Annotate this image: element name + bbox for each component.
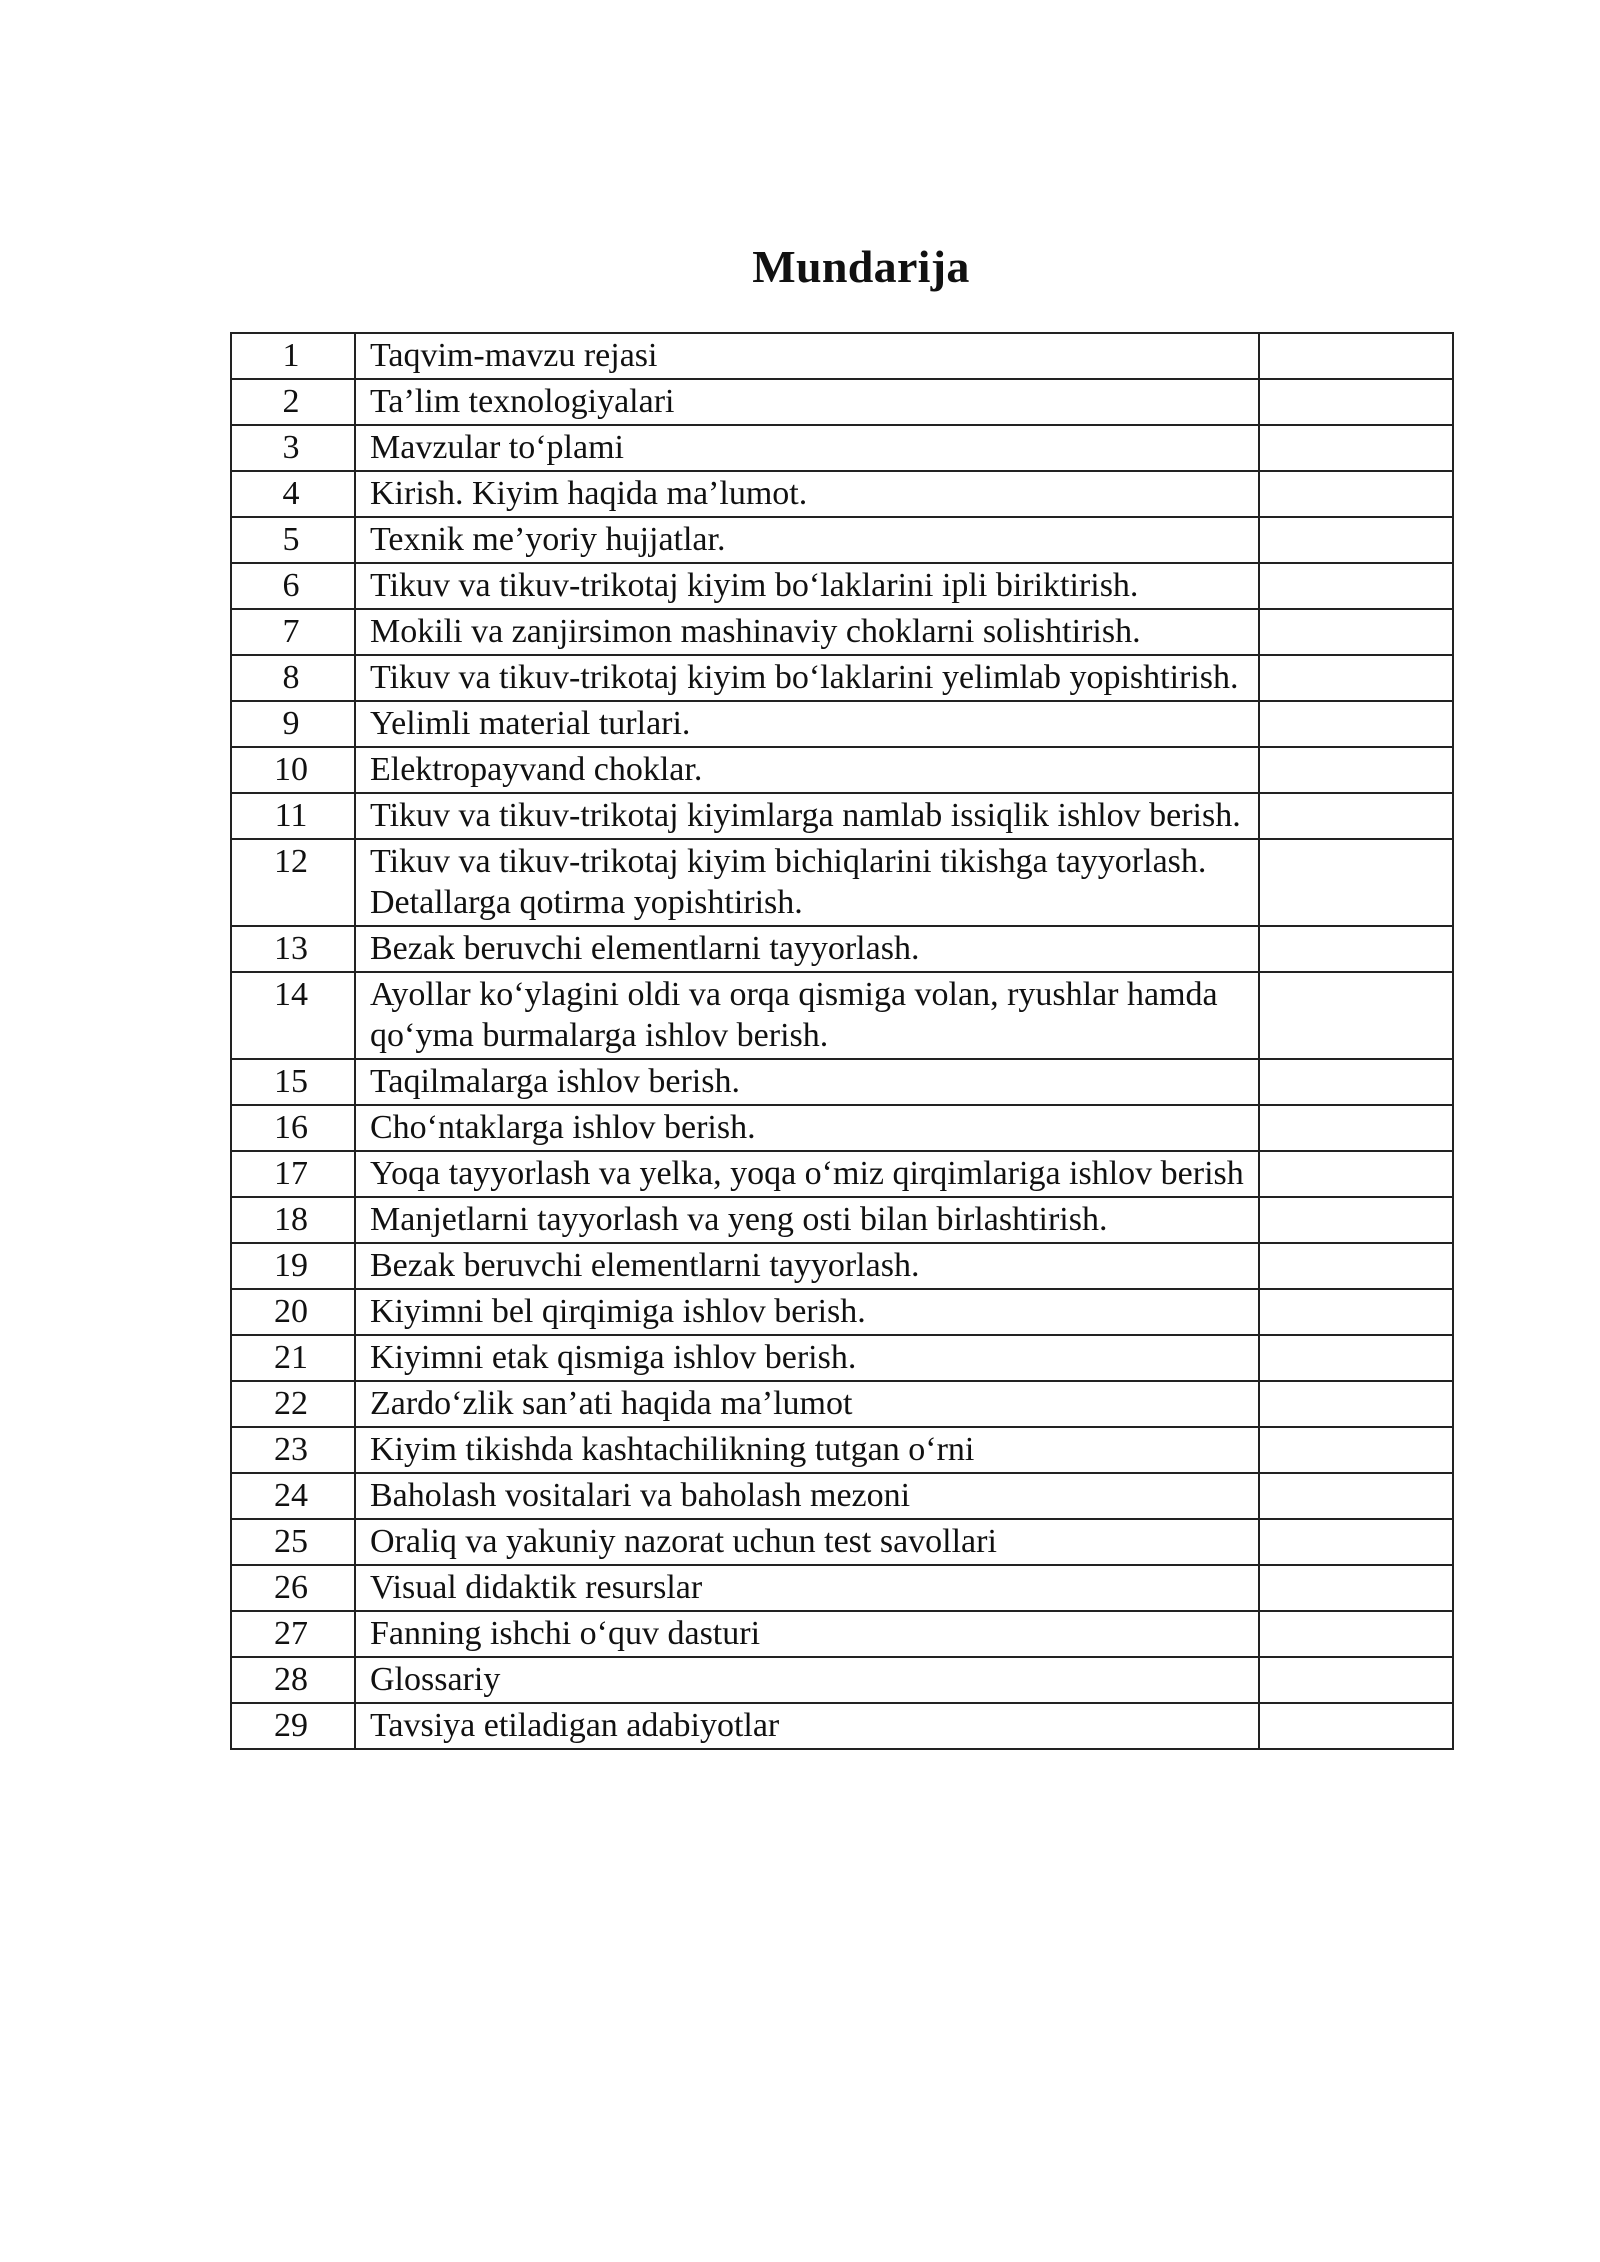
toc-row-number: 14 (231, 972, 355, 1059)
toc-row (231, 747, 1453, 793)
toc-row-number: 18 (231, 1197, 355, 1243)
toc-row-page (1259, 655, 1453, 701)
toc-row-title: Oraliq va yakuniy nazorat uchun test savollari (355, 1519, 1259, 1565)
toc-row-title: Bezak beruvchi elementlarni tayyorlash. (355, 1243, 1259, 1289)
toc-row-title: Yoqa tayyorlash va yelka, yoqa o‘miz qirqimlariga ishlov berish (355, 1151, 1259, 1197)
toc-row-title: Kiyimni etak qismiga ishlov berish. (355, 1335, 1259, 1381)
toc-row-title: Tikuv va tikuv-trikotaj kiyimlarga namlab issiqlik ishlov berish. (355, 793, 1259, 839)
toc-row (231, 701, 1453, 747)
toc-row (231, 1335, 1453, 1381)
toc-row-page (1259, 425, 1453, 471)
toc-row-title: Tavsiya etiladigan adabiyotlar (355, 1703, 1259, 1749)
toc-row-page (1259, 1197, 1453, 1243)
toc-row-number: 24 (231, 1473, 355, 1519)
toc-row-title: Visual didaktik resurslar (355, 1565, 1259, 1611)
toc-row-page (1259, 1427, 1453, 1473)
toc-row-title: Tikuv va tikuv-trikotaj kiyim bichiqlarini tikishga tayyorlash. Detallarga qotirma yopishtirish. (355, 839, 1259, 926)
toc-row-page (1259, 1151, 1453, 1197)
toc-row-page (1259, 1703, 1453, 1749)
toc-row (231, 1151, 1453, 1197)
toc-row-page (1259, 1381, 1453, 1427)
toc-row-number: 21 (231, 1335, 355, 1381)
toc-row-number: 5 (231, 517, 355, 563)
toc-row-number: 11 (231, 793, 355, 839)
toc-row (231, 379, 1453, 425)
toc-row-title: Baholash vositalari va baholash mezoni (355, 1473, 1259, 1519)
toc-row-number: 22 (231, 1381, 355, 1427)
toc-row (231, 1427, 1453, 1473)
toc-row-number: 7 (231, 609, 355, 655)
toc-row-title: Ayollar ko‘ylagini oldi va orqa qismiga volan, ryushlar hamda qo‘yma burmalarga ishlov berish. (355, 972, 1259, 1059)
toc-row (231, 1611, 1453, 1657)
toc-row-page (1259, 517, 1453, 563)
toc-row-page (1259, 1473, 1453, 1519)
toc-row-title: Ta’lim texnologiyalari (355, 379, 1259, 425)
toc-row-page (1259, 379, 1453, 425)
toc-row-title: Taqilmalarga ishlov berish. (355, 1059, 1259, 1105)
toc-row-page (1259, 1611, 1453, 1657)
toc-row (231, 655, 1453, 701)
toc-row (231, 425, 1453, 471)
toc-row-title: Cho‘ntaklarga ishlov berish. (355, 1105, 1259, 1151)
toc-row-number: 1 (231, 333, 355, 379)
toc-table (230, 332, 1454, 1750)
toc-row-number: 6 (231, 563, 355, 609)
toc-row (231, 471, 1453, 517)
toc-row-number: 9 (231, 701, 355, 747)
toc-row-page (1259, 1059, 1453, 1105)
toc-row (231, 1381, 1453, 1427)
toc-row-number: 16 (231, 1105, 355, 1151)
toc-row-title: Kiyimni bel qirqimiga ishlov berish. (355, 1289, 1259, 1335)
toc-row-number: 4 (231, 471, 355, 517)
toc-row (231, 1289, 1453, 1335)
toc-row-number: 26 (231, 1565, 355, 1611)
toc-row-number: 23 (231, 1427, 355, 1473)
toc-row (231, 1059, 1453, 1105)
toc-row (231, 793, 1453, 839)
toc-row-page (1259, 1105, 1453, 1151)
toc-row-number: 10 (231, 747, 355, 793)
toc-row-page (1259, 609, 1453, 655)
toc-row-number: 3 (231, 425, 355, 471)
toc-row (231, 517, 1453, 563)
toc-row-number: 20 (231, 1289, 355, 1335)
toc-row (231, 333, 1453, 379)
toc-row-title: Tikuv va tikuv-trikotaj kiyim bo‘laklarini ipli biriktirish. (355, 563, 1259, 609)
toc-row-title: Manjetlarni tayyorlash va yeng osti bilan birlashtirish. (355, 1197, 1259, 1243)
toc-row-page (1259, 1519, 1453, 1565)
toc-row-title: Mokili va zanjirsimon mashinaviy choklarni solishtirish. (355, 609, 1259, 655)
toc-row-number: 15 (231, 1059, 355, 1105)
toc-row-page (1259, 972, 1453, 1059)
toc-row (231, 839, 1453, 926)
toc-row-title: Texnik me’yoriy hujjatlar. (355, 517, 1259, 563)
toc-row-page (1259, 333, 1453, 379)
toc-row-title: Kirish. Kiyim haqida ma’lumot. (355, 471, 1259, 517)
toc-row-page (1259, 1243, 1453, 1289)
toc-row (231, 1197, 1453, 1243)
toc-row-page (1259, 471, 1453, 517)
toc-row-title: Kiyim tikishda kashtachilikning tutgan o‘rni (355, 1427, 1259, 1473)
toc-row-title: Tikuv va tikuv-trikotaj kiyim bo‘laklarini yelimlab yopishtirish. (355, 655, 1259, 701)
toc-row-title: Elektropayvand choklar. (355, 747, 1259, 793)
toc-row-page (1259, 793, 1453, 839)
toc-row-page (1259, 1335, 1453, 1381)
toc-row-page (1259, 839, 1453, 926)
toc-row-page (1259, 747, 1453, 793)
toc-row (231, 1657, 1453, 1703)
toc-row-title: Bezak beruvchi elementlarni tayyorlash. (355, 926, 1259, 972)
toc-row (231, 926, 1453, 972)
toc-row (231, 1105, 1453, 1151)
toc-row-title: Yelimli material turlari. (355, 701, 1259, 747)
toc-row (231, 1519, 1453, 1565)
toc-row (231, 563, 1453, 609)
toc-row-number: 19 (231, 1243, 355, 1289)
toc-row (231, 609, 1453, 655)
toc-row (231, 1243, 1453, 1289)
toc-row-title: Mavzular to‘plami (355, 425, 1259, 471)
page-title: Mundarija (752, 241, 970, 292)
toc-row (231, 1473, 1453, 1519)
toc-row-number: 28 (231, 1657, 355, 1703)
toc-row-number: 2 (231, 379, 355, 425)
toc-row (231, 1703, 1453, 1749)
toc-row-page (1259, 563, 1453, 609)
toc-body (231, 333, 1453, 1749)
toc-row-number: 13 (231, 926, 355, 972)
toc-row (231, 1565, 1453, 1611)
toc-row-page (1259, 1289, 1453, 1335)
toc-row-number: 8 (231, 655, 355, 701)
toc-row-number: 29 (231, 1703, 355, 1749)
toc-row-title: Fanning ishchi o‘quv dasturi (355, 1611, 1259, 1657)
toc-row-number: 12 (231, 839, 355, 926)
toc-row-number: 17 (231, 1151, 355, 1197)
toc-row-page (1259, 1565, 1453, 1611)
toc-row-title: Zardo‘zlik san’ati haqida ma’lumot (355, 1381, 1259, 1427)
toc-row-title: Glossariy (355, 1657, 1259, 1703)
toc-row-page (1259, 926, 1453, 972)
toc-row (231, 972, 1453, 1059)
toc-row-number: 27 (231, 1611, 355, 1657)
toc-row-page (1259, 701, 1453, 747)
toc-row-title: Taqvim-mavzu rejasi (355, 333, 1259, 379)
toc-row-number: 25 (231, 1519, 355, 1565)
toc-row-page (1259, 1657, 1453, 1703)
